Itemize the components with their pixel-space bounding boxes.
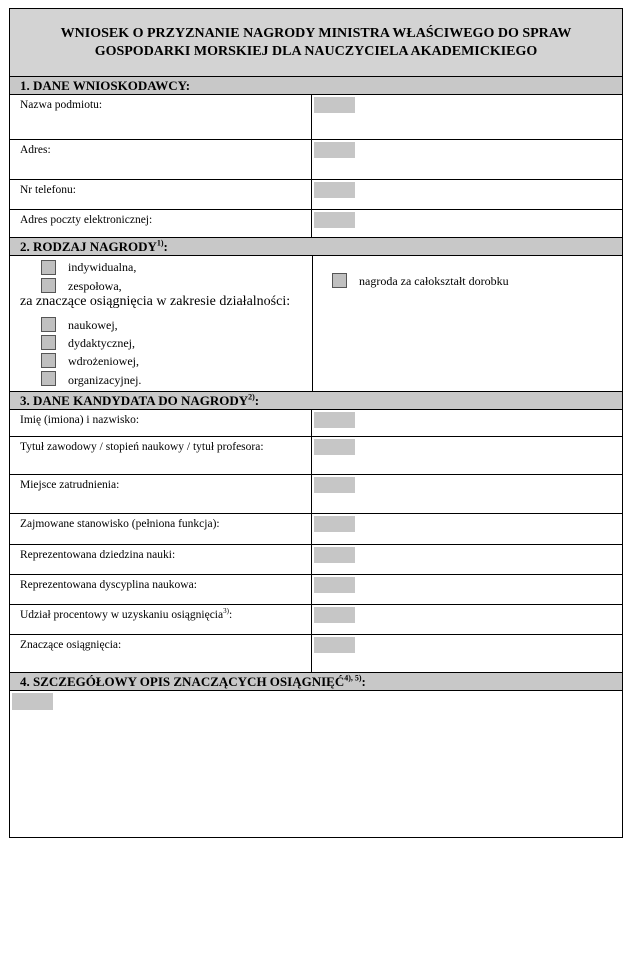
checkbox-team[interactable] bbox=[41, 278, 56, 293]
achievements-label: za znaczące osiągnięcia w zakresie działalności: bbox=[20, 294, 291, 309]
candidate-field-of-science-label: Reprezentowana dziedzina nauki: bbox=[10, 545, 312, 574]
checkbox-lifetime[interactable] bbox=[332, 273, 347, 288]
section-2-heading: 2. RODZAJ NAGRODY$^{1)}$: bbox=[10, 238, 622, 256]
award-type-options bbox=[10, 256, 313, 391]
form-title: WNIOSEK O PRZYZNANIE NAGRODY MINISTRA WŁAŚCIWEGO DO SPRAW GOSPODARKI MORSKIEJ DLA NAUCZYCIELA AKADEMICKIEGO bbox=[60, 25, 572, 59]
achievements-description-field[interactable] bbox=[12, 693, 53, 710]
candidate-workplace-label: Miejsce zatrudnienia: bbox=[10, 475, 312, 513]
candidate-achievements-row bbox=[10, 635, 622, 673]
section-4-heading: 4. SZCZEGÓŁOWY OPIS ZNACZĄCYCH $OSIĄGNIĘĆ^{4), 5)}$: bbox=[10, 673, 622, 691]
candidate-position-field[interactable] bbox=[314, 516, 355, 532]
option-team-label: zespołowa, bbox=[68, 279, 122, 293]
award-type-row bbox=[10, 256, 622, 392]
option-scientific-label: naukowej, bbox=[68, 318, 118, 332]
option-organizational-label: organizacyjnej. bbox=[68, 373, 142, 387]
candidate-share-row bbox=[10, 605, 622, 635]
candidate-field-of-science-row bbox=[10, 545, 622, 575]
candidate-title-row bbox=[10, 437, 622, 475]
checkbox-organizational[interactable] bbox=[41, 371, 56, 386]
application-form bbox=[9, 8, 623, 838]
candidate-workplace-row bbox=[10, 475, 622, 514]
candidate-position-row bbox=[10, 514, 622, 545]
applicant-address-field[interactable] bbox=[314, 142, 355, 158]
section-3-footnote: 2) bbox=[248, 392, 255, 402]
section-4-heading-text: 4. SZCZEGÓŁOWY OPIS ZNACZĄCYCH OSIĄGNIĘĆ bbox=[20, 674, 345, 689]
candidate-share-text: Udział procentowy w uzyskaniu osiągnięcia bbox=[20, 609, 224, 621]
candidate-achievements-label: Znaczące osiągnięcia: bbox=[10, 635, 312, 672]
applicant-phone-field[interactable] bbox=[314, 182, 355, 198]
candidate-name-label: Imię (imiona) i nazwisko: bbox=[10, 410, 312, 436]
candidate-field-of-science-field[interactable] bbox=[314, 547, 355, 563]
option-didactic-label: dydaktycznej, bbox=[68, 336, 135, 350]
applicant-name-field[interactable] bbox=[314, 97, 355, 113]
form-title-block bbox=[10, 9, 622, 77]
section-1-heading: 1. DANE WNIOSKODAWCY: bbox=[10, 77, 622, 95]
applicant-email-label: Adres poczty elektronicznej: bbox=[10, 210, 312, 237]
candidate-discipline-label: Reprezentowana dyscyplina naukowa: bbox=[10, 575, 312, 604]
lifetime-award-cell bbox=[313, 256, 622, 391]
applicant-address-row bbox=[10, 140, 622, 180]
checkbox-scientific[interactable] bbox=[41, 317, 56, 332]
candidate-name-row bbox=[10, 410, 622, 437]
candidate-workplace-field[interactable] bbox=[314, 477, 355, 493]
option-implementation-label: wdrożeniowej, bbox=[68, 354, 139, 368]
option-lifetime-label: nagroda za całokształt dorobku bbox=[359, 274, 509, 288]
candidate-share-field[interactable] bbox=[314, 607, 355, 623]
applicant-phone-label: Nr telefonu: bbox=[10, 180, 312, 209]
checkbox-implementation[interactable] bbox=[41, 353, 56, 368]
candidate-share-label: Udział procentowy w uzyskaniu osiągnięcia$^{3)}$: bbox=[10, 605, 312, 634]
candidate-achievements-field[interactable] bbox=[314, 637, 355, 653]
candidate-position-label: Zajmowane stanowisko (pełniona funkcja): bbox=[10, 514, 312, 544]
candidate-title-field[interactable] bbox=[314, 439, 355, 455]
applicant-email-field[interactable] bbox=[314, 212, 355, 228]
section-2-heading-text: 2. RODZAJ NAGRODY bbox=[20, 239, 157, 254]
candidate-title-label: Tytuł zawodowy / stopień naukowy / tytuł profesora: bbox=[10, 437, 312, 474]
applicant-phone-row bbox=[10, 180, 622, 210]
candidate-discipline-field[interactable] bbox=[314, 577, 355, 593]
applicant-email-row bbox=[10, 210, 622, 238]
achievements-description-area bbox=[10, 691, 622, 837]
section-2-footnote: 1) bbox=[156, 238, 164, 248]
applicant-address-label: Adres: bbox=[10, 140, 312, 179]
candidate-discipline-row bbox=[10, 575, 622, 605]
section-3-heading: 3. DANE KANDYDATA DO NAGRODY$^{2)}$: bbox=[10, 392, 622, 410]
section-3-heading-text: 3. DANE KANDYDATA DO NAGRODY bbox=[20, 393, 249, 408]
candidate-share-footnote: 3) bbox=[223, 607, 229, 616]
checkbox-individual[interactable] bbox=[41, 260, 56, 275]
candidate-name-field[interactable] bbox=[314, 412, 355, 428]
applicant-name-label: Nazwa podmiotu: bbox=[10, 95, 312, 139]
option-individual-label: indywidualna, bbox=[68, 260, 137, 274]
section-4-footnote: 4), 5) bbox=[344, 673, 362, 683]
checkbox-didactic[interactable] bbox=[41, 335, 56, 350]
applicant-name-row bbox=[10, 95, 622, 140]
